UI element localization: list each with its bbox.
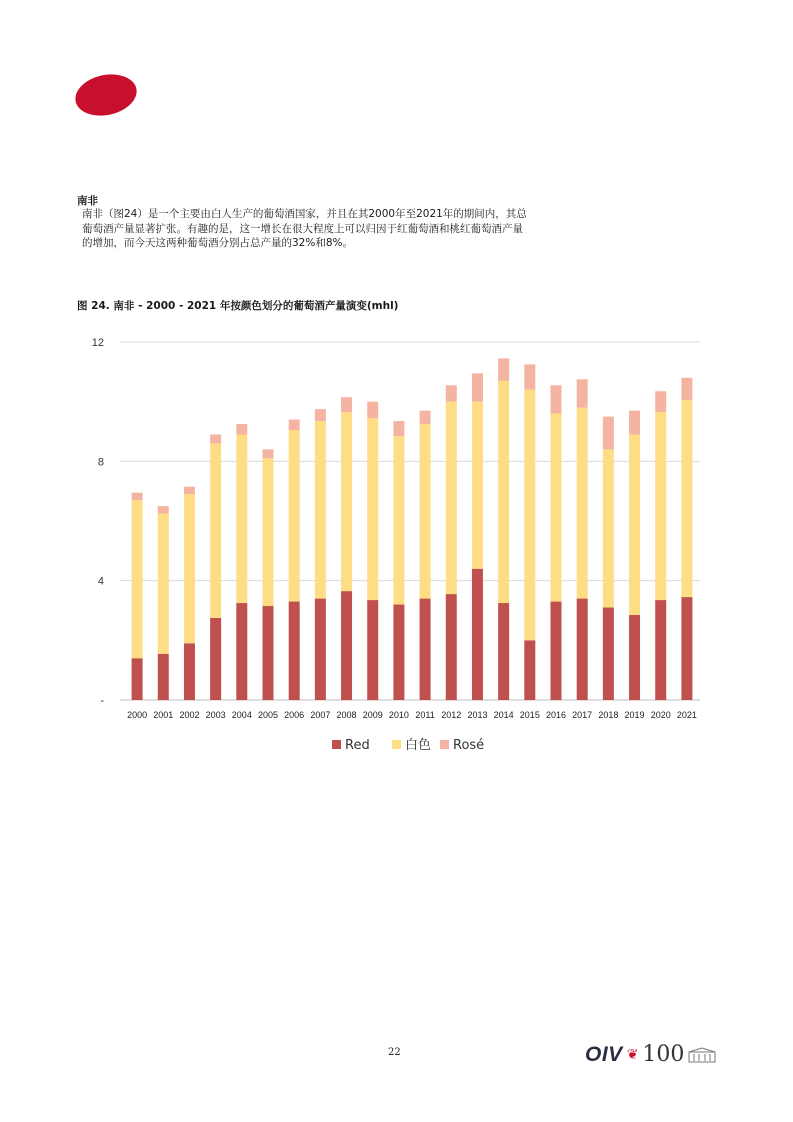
page-number: 22 <box>388 1047 401 1058</box>
legend-label: 白色 <box>405 738 432 753</box>
bars-layer <box>132 358 693 700</box>
bar-segment-Rosé <box>420 411 431 424</box>
bar-segment-Rosé <box>577 379 588 407</box>
bar-segment-白色 <box>577 408 588 599</box>
bar-segment-白色 <box>263 458 274 606</box>
bar-segment-Rosé <box>393 421 404 436</box>
y-tick-label: 12 <box>91 337 104 349</box>
x-tick-label: 2014 <box>493 710 514 720</box>
bar-segment-Rosé <box>603 417 614 450</box>
x-tick-label: 2015 <box>519 710 540 720</box>
bar-segment-Rosé <box>236 424 247 434</box>
bar-segment-Rosé <box>158 506 169 513</box>
y-axis-ticks <box>92 337 105 707</box>
bar-segment-Rosé <box>472 373 483 401</box>
bar-segment-Red <box>367 600 378 700</box>
bar-segment-白色 <box>446 402 457 594</box>
oiv-logo-text: OIV <box>585 1042 623 1066</box>
bar-segment-白色 <box>524 390 535 641</box>
bar-segment-白色 <box>341 412 352 591</box>
legend-swatch <box>392 740 401 749</box>
footer-logo <box>585 1042 716 1067</box>
legend <box>332 738 484 753</box>
legend-swatch <box>440 740 449 749</box>
x-tick-label: 2005 <box>257 710 279 720</box>
x-tick-label: 2010 <box>388 710 409 720</box>
y-tick-label: - <box>100 695 104 707</box>
x-tick-label: 2002 <box>179 710 200 720</box>
grape-icon: ❦ <box>626 1046 639 1063</box>
bar-segment-白色 <box>498 381 509 603</box>
bar-segment-Red <box>446 594 457 700</box>
bar-segment-Red <box>289 602 300 700</box>
bar-segment-白色 <box>681 400 692 597</box>
legend-label: Rosé <box>453 738 485 753</box>
x-tick-label: 2006 <box>284 710 305 720</box>
bar-segment-Rosé <box>263 449 274 458</box>
bar-segment-Red <box>681 597 692 700</box>
bar-segment-Red <box>393 605 404 700</box>
bar-segment-Red <box>184 643 195 700</box>
paragraph-line: 葡萄酒产量显著扩张。有趣的是，这一增长在很大程度上可以归因于红葡萄酒和桃红葡萄酒产量 <box>82 222 523 235</box>
figure-caption: 图 24. 南非 - 2000 - 2021 年按颜色划分的葡萄酒产量演变(mhl) <box>77 300 399 312</box>
section-heading: 南非 <box>77 195 98 207</box>
paragraph-line: 南非（图24）是一个主要由白人生产的葡萄酒国家，并且在其2000年至2021年的期间内，其总 <box>82 208 527 220</box>
bar-segment-白色 <box>420 424 431 599</box>
x-tick-label: 2013 <box>467 710 488 720</box>
bar-segment-Rosé <box>629 411 640 435</box>
x-tick-label: 2007 <box>310 710 331 720</box>
x-tick-label: 2003 <box>205 710 226 720</box>
bar-segment-Rosé <box>524 364 535 389</box>
bar-segment-白色 <box>655 412 666 600</box>
bar-segment-Red <box>132 658 143 700</box>
bar-segment-白色 <box>158 514 169 654</box>
bar-segment-Red <box>551 602 562 700</box>
bar-segment-Red <box>315 599 326 700</box>
paragraph-line: 的增加，而今天这两种葡萄酒分别占总产量的32%和8%。 <box>82 237 353 249</box>
bar-segment-Red <box>158 654 169 700</box>
x-tick-label: 2012 <box>441 710 462 720</box>
x-tick-label: 2008 <box>336 710 357 720</box>
bar-segment-Rosé <box>210 434 221 443</box>
bar-segment-Rosé <box>551 385 562 413</box>
bar-segment-Red <box>498 603 509 700</box>
legend-swatch <box>332 740 341 749</box>
x-axis-ticks <box>127 710 697 720</box>
bar-segment-白色 <box>184 494 195 643</box>
x-tick-label: 2017 <box>572 710 593 720</box>
x-tick-label: 2001 <box>153 710 174 720</box>
bar-segment-Red <box>210 618 221 700</box>
bar-segment-白色 <box>629 434 640 614</box>
legend-label: Red <box>345 738 370 753</box>
bar-segment-Rosé <box>341 397 352 412</box>
x-tick-label: 2011 <box>415 710 435 720</box>
bar-segment-白色 <box>603 449 614 607</box>
bar-segment-Rosé <box>289 420 300 430</box>
bar-segment-白色 <box>393 436 404 605</box>
bar-segment-白色 <box>132 500 143 658</box>
x-tick-label: 2020 <box>650 710 671 720</box>
bar-segment-Rosé <box>498 358 509 380</box>
y-tick-label: 8 <box>97 456 104 469</box>
bar-segment-白色 <box>315 421 326 599</box>
bar-segment-Red <box>524 640 535 700</box>
building-icon <box>688 1047 716 1063</box>
bar-segment-Red <box>263 606 274 700</box>
bar-segment-白色 <box>236 434 247 603</box>
bar-segment-Rosé <box>132 493 143 500</box>
bar-segment-Red <box>655 600 666 700</box>
x-tick-label: 2016 <box>545 710 567 720</box>
x-tick-label: 2004 <box>231 710 252 720</box>
bar-segment-Rosé <box>184 487 195 494</box>
bar-segment-白色 <box>367 418 378 600</box>
x-tick-label: 2021 <box>676 710 697 720</box>
y-tick-label: 4 <box>97 575 104 588</box>
bar-segment-Rosé <box>315 409 326 421</box>
bar-segment-白色 <box>551 414 562 602</box>
bar-segment-Red <box>236 603 247 700</box>
bar-segment-Red <box>577 599 588 700</box>
bar-segment-Rosé <box>655 391 666 412</box>
x-tick-label: 2019 <box>624 710 645 720</box>
bar-segment-白色 <box>472 402 483 569</box>
x-tick-label: 2018 <box>598 710 619 720</box>
bar-segment-白色 <box>289 430 300 602</box>
bar-segment-Red <box>472 569 483 700</box>
bar-segment-Red <box>341 591 352 700</box>
bar-segment-Rosé <box>446 385 457 401</box>
bar-segment-Rosé <box>367 402 378 418</box>
bar-segment-Rosé <box>681 378 692 400</box>
bar-segment-白色 <box>210 443 221 618</box>
bar-segment-Red <box>629 615 640 700</box>
x-tick-label: 2009 <box>362 710 383 720</box>
oiv-100-text: 100 <box>642 1042 685 1067</box>
bar-segment-Red <box>420 599 431 700</box>
bar-segment-Red <box>603 608 614 700</box>
x-tick-label: 2000 <box>127 710 148 720</box>
